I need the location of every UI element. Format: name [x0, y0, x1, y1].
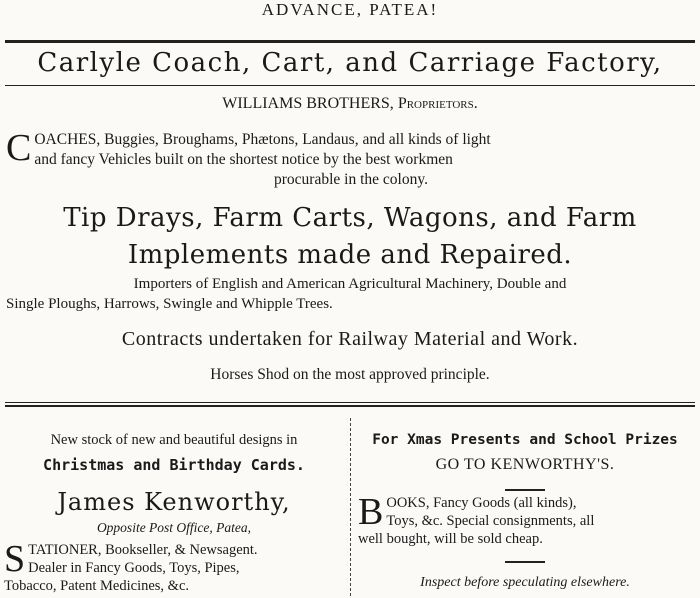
right-short-rule-2: [505, 561, 545, 563]
stationer-line-3: Tobacco, Patent Medicines, &c.: [4, 578, 190, 594]
books-dropcap: B: [358, 491, 384, 533]
coaches-line-3: procurable in the colony.: [274, 171, 428, 188]
coaches-line-2: and fancy Vehicles built on the shortest notice by the best workmen: [34, 151, 453, 168]
contracts-line: Contracts undertaken for Railway Material and Work.: [121, 328, 579, 350]
proprietors-label: Proprietors.: [397, 95, 478, 112]
importers-line-1: Importers of English and American Agricultural Machinery, Double and: [133, 276, 567, 292]
left-cards-line: Christmas and Birthday Cards.: [43, 456, 305, 474]
importers-line-2: Single Ploughs, Harrows, Swingle and Whipple Trees.: [6, 296, 333, 312]
masthead: ADVANCE, PATEA!: [261, 0, 439, 19]
books-line-3: well bought, will be sold cheap.: [358, 531, 543, 547]
main-headline: Carlyle Coach, Cart, and Carriage Factory,: [37, 48, 663, 78]
top-rule: [5, 40, 695, 43]
books-line-1: OOKS, Fancy Goods (all kinds),: [386, 495, 577, 511]
left-name: James Kenworthy,: [57, 488, 291, 516]
horses-line: Horses Shod on the most approved principle.: [210, 366, 490, 383]
coaches-paragraph: [6, 127, 696, 190]
headline-rule: [5, 85, 695, 86]
stationer-paragraph: [4, 538, 346, 595]
right-goto-line: GO TO KENWORTHY'S.: [435, 456, 615, 473]
books-paragraph: [358, 491, 696, 548]
left-address: Opposite Post Office, Patea,: [96, 520, 252, 535]
stationer-line-2: Dealer in Fancy Goods, Toys, Pipes,: [28, 560, 240, 576]
stationer-dropcap: S: [4, 538, 26, 580]
proprietors-name: WILLIAMS BROTHERS,: [222, 95, 394, 112]
column-divider: [350, 418, 351, 596]
implements-line: Implements made and Repaired.: [127, 240, 573, 270]
section-rule: [5, 402, 695, 407]
right-inspect-line: Inspect before speculating elsewhere.: [420, 575, 630, 590]
coaches-dropcap: C: [6, 127, 32, 169]
right-xmas-line: For Xmas Presents and School Prizes: [372, 432, 678, 448]
tip-drays-line: Tip Drays, Farm Carts, Wagons, and Farm: [63, 203, 637, 233]
proprietors-line: [0, 95, 700, 113]
left-stock-line: New stock of new and beautiful designs in: [50, 432, 298, 448]
coaches-line-1: OACHES, Buggies, Broughams, Phætons, Landaus, and all kinds of light: [34, 131, 491, 148]
right-short-rule-1: [505, 489, 545, 491]
stationer-line-1: TATIONER, Bookseller, & Newsagent.: [28, 542, 258, 558]
books-line-2: Toys, &c. Special consignments, all: [386, 513, 595, 529]
